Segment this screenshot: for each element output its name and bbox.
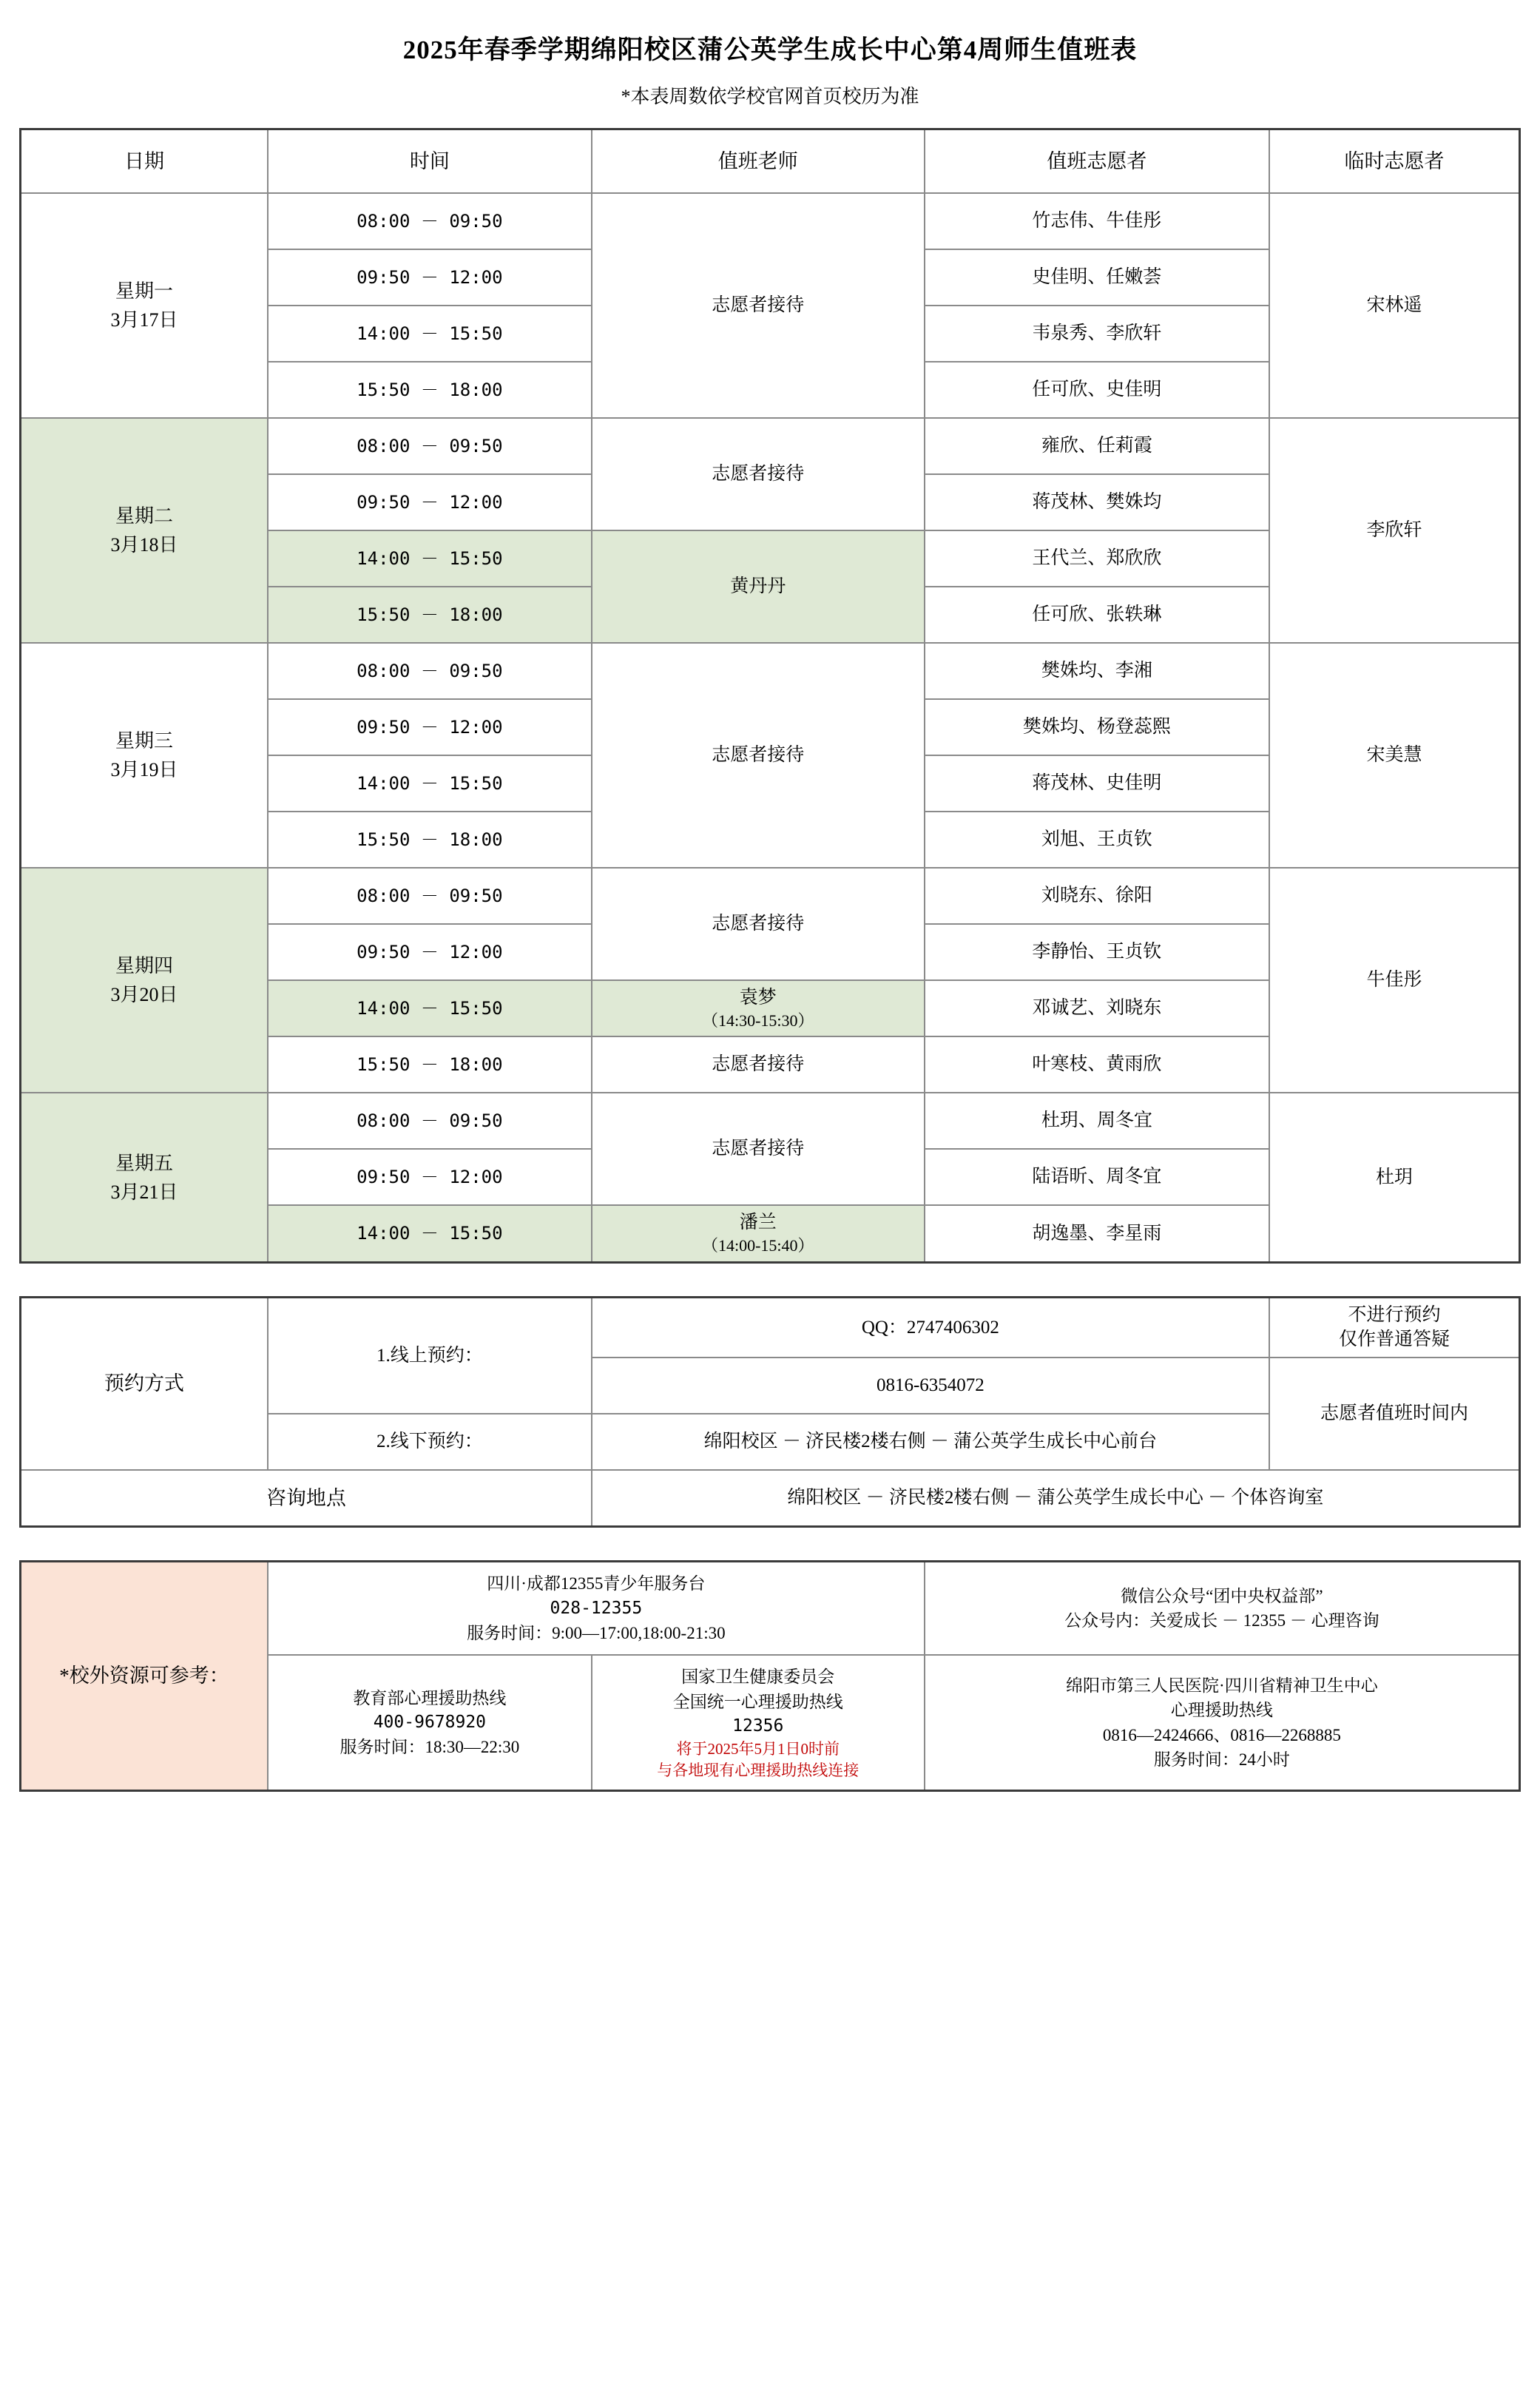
day-date-cell — [21, 643, 268, 868]
temp-volunteer-cell: 宋林遥 — [1269, 193, 1520, 418]
duty-teacher-cell — [592, 1205, 925, 1262]
duty-schedule-table — [19, 128, 1521, 1264]
appointment-note-line1: 不进行预约 — [1348, 1304, 1441, 1325]
day-date: 3月20日 — [110, 984, 178, 1006]
resource-line: 服务时间：18:30—22:30 — [340, 1738, 520, 1757]
table-header-row — [21, 129, 1520, 194]
page-title: 2025年春季学期绵阳校区蒲公英学生成长中心第4周师生值班表 — [402, 36, 1138, 64]
time-slot-cell: 08:00 － 09:50 — [268, 193, 592, 249]
resource-line: 教育部心理援助热线 — [353, 1688, 507, 1707]
column-header-teacher: 值班老师 — [592, 129, 925, 194]
time-slot-cell: 09:50 － 12:00 — [268, 249, 592, 306]
time-slot-cell: 14:00 － 15:50 — [268, 530, 592, 587]
duty-volunteer-cell: 史佳明、任嫩荟 — [925, 249, 1269, 306]
table-row — [21, 418, 1520, 474]
time-slot-cell: 08:00 － 09:50 — [268, 1093, 592, 1149]
resource-line: 全国统一心理援助热线 — [672, 1692, 843, 1711]
resource-line: 公众号内：关爱成长 － 12355 － 心理咨询 — [1064, 1611, 1379, 1630]
duty-volunteer-cell: 胡逸墨、李星雨 — [925, 1205, 1269, 1262]
duty-volunteer-cell: 刘旭、王贞钦 — [925, 812, 1269, 868]
resource-cell-national-hotline — [592, 1655, 925, 1790]
day-date: 3月18日 — [110, 534, 178, 556]
teacher-time-note: （14:00-15:40） — [701, 1236, 814, 1255]
day-date-cell — [21, 868, 268, 1093]
duty-volunteer-cell: 任可欣、张轶琳 — [925, 587, 1269, 643]
appointment-row-qq — [21, 1297, 1520, 1358]
duty-teacher-cell — [592, 1036, 925, 1093]
time-slot-cell: 15:50 － 18:00 — [268, 362, 592, 418]
duty-teacher-cell — [592, 193, 925, 418]
temp-volunteer-cell: 宋美慧 — [1269, 643, 1520, 868]
duty-volunteer-cell: 陆语昕、周冬宜 — [925, 1149, 1269, 1205]
resource-note-line: 将于2025年5月1日0时前 — [676, 1740, 840, 1758]
duty-volunteer-cell: 任可欣、史佳明 — [925, 362, 1269, 418]
appointment-offline-place: 绵阳校区 － 济民楼2楼右侧 － 蒲公英学生成长中心前台 — [592, 1414, 1269, 1470]
appointment-table — [19, 1296, 1521, 1528]
appointment-note-line2: 仅作普通答疑 — [1338, 1329, 1450, 1350]
table-row — [21, 868, 1520, 924]
day-name: 星期一 — [115, 280, 173, 302]
resource-cell-mianyang-hospital — [925, 1655, 1520, 1790]
time-slot-cell: 14:00 － 15:50 — [268, 980, 592, 1036]
duty-volunteer-cell: 竹志伟、牛佳彤 — [925, 193, 1269, 249]
duty-volunteer-cell: 邓诚艺、刘晓东 — [925, 980, 1269, 1036]
resources-row-1 — [21, 1562, 1520, 1656]
teacher-name: 志愿者接待 — [712, 1139, 805, 1159]
teacher-time-note: （14:30-15:30） — [701, 1011, 814, 1030]
spacer-2 — [19, 1528, 1521, 1560]
duty-volunteer-cell: 杜玥、周冬宜 — [925, 1093, 1269, 1149]
column-header-date: 日期 — [21, 129, 268, 194]
resource-line: 心理援助热线 — [1170, 1701, 1273, 1720]
duty-volunteer-cell: 王代兰、郑欣欣 — [925, 530, 1269, 587]
time-slot-cell: 09:50 － 12:00 — [268, 924, 592, 980]
time-slot-cell: 09:50 － 12:00 — [268, 1149, 592, 1205]
table-row — [21, 193, 1520, 249]
day-name: 星期三 — [115, 730, 173, 752]
spacer — [19, 1264, 1521, 1296]
day-date: 3月19日 — [110, 759, 178, 780]
resource-line: 服务时间：9:00—17:00,18:00-21:30 — [467, 1623, 726, 1642]
resource-line: 400-9678920 — [373, 1712, 487, 1732]
resource-line: 12356 — [732, 1716, 784, 1736]
resource-cell-wechat — [925, 1562, 1520, 1656]
resources-header: *校外资源可参考： — [21, 1562, 268, 1791]
duty-teacher-cell — [592, 1093, 925, 1205]
duty-volunteer-cell: 雍欣、任莉霞 — [925, 418, 1269, 474]
day-date-cell — [21, 418, 268, 643]
resource-line: 028-12355 — [550, 1598, 643, 1618]
day-date-cell — [21, 1093, 268, 1262]
column-header-time: 时间 — [268, 129, 592, 194]
external-resources-table — [19, 1560, 1521, 1792]
teacher-name: 志愿者接待 — [712, 464, 805, 485]
time-slot-cell: 15:50 － 18:00 — [268, 587, 592, 643]
appointment-note-1 — [1269, 1297, 1520, 1358]
teacher-name: 志愿者接待 — [712, 295, 805, 316]
day-name: 星期五 — [115, 1152, 173, 1174]
resource-line: 服务时间：24小时 — [1153, 1750, 1290, 1769]
table-row — [21, 1093, 1520, 1149]
consult-row — [21, 1470, 1520, 1527]
time-slot-cell: 14:00 － 15:50 — [268, 306, 592, 362]
resource-cell-moe-hotline — [268, 1655, 592, 1790]
resource-note-line: 与各地现有心理援助热线连接 — [657, 1761, 860, 1779]
day-date: 3月17日 — [110, 309, 178, 331]
time-slot-cell: 15:50 － 18:00 — [268, 812, 592, 868]
teacher-name: 志愿者接待 — [712, 914, 805, 934]
appointment-phone: 0816-6354072 — [592, 1358, 1269, 1414]
teacher-name: 袁梦 — [739, 988, 777, 1008]
page-subtitle: *本表周数依学校官网首页校历为准 — [621, 86, 919, 107]
teacher-name: 潘兰 — [739, 1213, 777, 1233]
teacher-name: 黄丹丹 — [730, 576, 786, 597]
day-date-cell — [21, 193, 268, 418]
day-name: 星期四 — [115, 955, 173, 977]
appointment-online-label: 1.线上预约： — [268, 1297, 592, 1414]
temp-volunteer-cell: 李欣轩 — [1269, 418, 1520, 643]
duty-volunteer-cell: 蒋茂林、史佳明 — [925, 755, 1269, 812]
appointment-qq: QQ：2747406302 — [592, 1297, 1269, 1358]
day-name: 星期二 — [115, 505, 173, 527]
table-row — [21, 643, 1520, 699]
appointment-offline-label: 2.线下预约： — [268, 1414, 592, 1470]
time-slot-cell: 15:50 － 18:00 — [268, 1036, 592, 1093]
resource-line: 微信公众号“团中央权益部” — [1121, 1586, 1323, 1605]
time-slot-cell: 08:00 － 09:50 — [268, 868, 592, 924]
duty-volunteer-cell: 刘晓东、徐阳 — [925, 868, 1269, 924]
appointment-label: 预约方式 — [21, 1297, 268, 1470]
column-header-volunteer: 值班志愿者 — [925, 129, 1269, 194]
duty-volunteer-cell: 韦泉秀、李欣轩 — [925, 306, 1269, 362]
time-slot-cell: 08:00 － 09:50 — [268, 418, 592, 474]
duty-teacher-cell — [592, 868, 925, 980]
duty-volunteer-cell: 李静怡、王贞钦 — [925, 924, 1269, 980]
resource-line: 国家卫生健康委员会 — [681, 1667, 835, 1687]
time-slot-cell: 09:50 － 12:00 — [268, 474, 592, 530]
consult-place: 绵阳校区 － 济民楼2楼右侧 － 蒲公英学生成长中心 － 个体咨询室 — [592, 1470, 1520, 1527]
table-body — [21, 193, 1520, 1262]
duty-volunteer-cell: 叶寒枝、黄雨欣 — [925, 1036, 1269, 1093]
duty-volunteer-cell: 蒋茂林、樊姝均 — [925, 474, 1269, 530]
duty-volunteer-cell: 樊姝均、杨登蕊熙 — [925, 699, 1269, 755]
resource-line: 绵阳市第三人民医院·四川省精神卫生中心 — [1066, 1676, 1378, 1695]
duty-volunteer-cell: 樊姝均、李湘 — [925, 643, 1269, 699]
teacher-name: 志愿者接待 — [712, 745, 805, 766]
time-slot-cell: 14:00 － 15:50 — [268, 755, 592, 812]
temp-volunteer-cell: 杜玥 — [1269, 1093, 1520, 1262]
resource-line: 0816—2424666、0816—2268885 — [1102, 1725, 1341, 1744]
temp-volunteer-cell: 牛佳彤 — [1269, 868, 1520, 1093]
duty-teacher-cell — [592, 418, 925, 530]
column-header-temp-volunteer: 临时志愿者 — [1269, 129, 1520, 194]
teacher-name: 志愿者接待 — [712, 1054, 805, 1075]
time-slot-cell: 09:50 － 12:00 — [268, 699, 592, 755]
time-slot-cell: 14:00 － 15:50 — [268, 1205, 592, 1262]
day-date: 3月21日 — [110, 1181, 178, 1203]
appointment-note-2: 志愿者值班时间内 — [1269, 1358, 1520, 1470]
duty-teacher-cell — [592, 980, 925, 1036]
resource-cell-12355-chengdu — [268, 1562, 925, 1656]
duty-teacher-cell — [592, 530, 925, 643]
resource-line: 四川·成都12355青少年服务台 — [487, 1574, 706, 1594]
time-slot-cell: 08:00 － 09:50 — [268, 643, 592, 699]
consult-label: 咨询地点 — [21, 1470, 592, 1527]
table-header — [21, 129, 1520, 194]
duty-teacher-cell — [592, 643, 925, 868]
